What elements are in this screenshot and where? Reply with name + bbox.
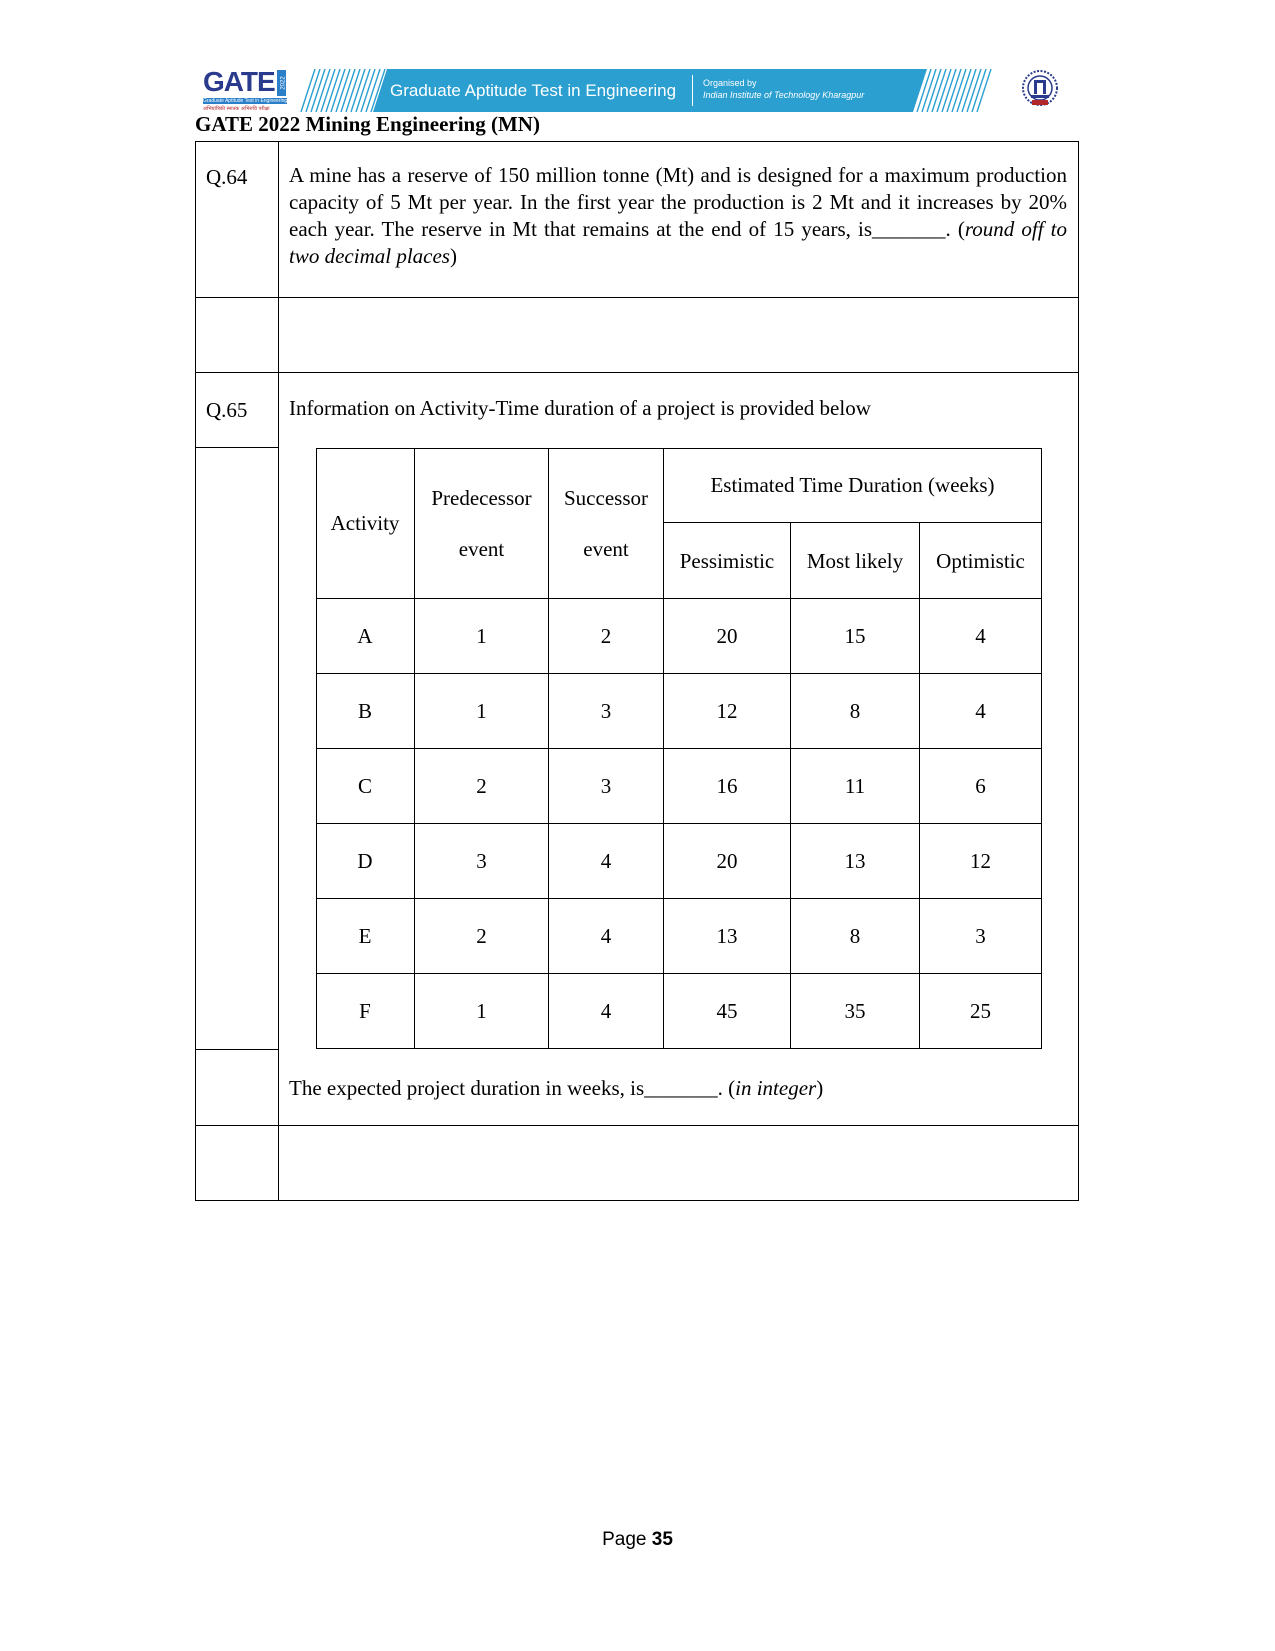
header-most-likely: Most likely: [806, 548, 904, 573]
q64-body: A mine has a reserve of 150 million tonne (Mt) and is designed for a maximum production capacity of 5 Mt per year. In the first year the production is 2 Mt and it increases by 20% each year. The reserve in Mt that remains at the end of 15 years, is_______.: [289, 163, 1067, 241]
cell-predecessor: 1: [476, 699, 487, 723]
cell-predecessor: 3: [476, 849, 487, 873]
cell-successor: 3: [600, 699, 612, 723]
grid-border-top: [195, 141, 1079, 142]
header-predecessor-line1: Predecessor: [431, 485, 532, 510]
cell-activity: E: [358, 924, 372, 948]
header-activity: Activity: [330, 511, 400, 535]
grid-row-divider: [195, 297, 1079, 298]
banner-title: Graduate Aptitude Test in Engineering: [390, 81, 677, 100]
page-label: Page: [602, 1529, 647, 1550]
q64-instruction: round off to two decimal places: [289, 217, 1067, 268]
cell-predecessor: 1: [476, 999, 487, 1023]
header-banner: [299, 69, 993, 112]
q65-question: The expected project duration in weeks, is_______. (in integer): [289, 1076, 824, 1100]
page-header: [203, 66, 1065, 114]
q64-text: A mine has a reserve of 150 million tonne (Mt) and is designed for a maximum production capacity of 5 Mt per year. In the first year the production is 2 Mt and it increases by 20% each year. The reserve in Mt that remains at the end of 15 years, is_______. (round off to two decimal places): [289, 163, 1067, 268]
paper-title: GATE 2022 Mining Engineering (MN): [195, 112, 540, 136]
header-successor-line2: event: [583, 536, 629, 561]
cell-pessimistic: 45: [716, 999, 738, 1023]
cell-most-likely: 8: [849, 924, 861, 948]
q65-instruction: in integer: [735, 1076, 817, 1100]
cell-predecessor: 1: [476, 624, 487, 648]
cell-successor: 4: [600, 849, 612, 873]
cell-activity: C: [357, 774, 372, 798]
grid-border-right: [1078, 141, 1079, 1201]
grid-row-divider: [195, 372, 1079, 373]
organised-by-label: Organised by: [703, 78, 757, 88]
header-optimistic: Optimistic: [936, 548, 1025, 573]
cell-most-likely: 8: [849, 699, 861, 723]
gate-logo-year: 2022: [277, 70, 286, 96]
grid-row-divider: [195, 1125, 1079, 1126]
cell-optimistic: 3: [975, 924, 986, 948]
cell-optimistic: 25: [970, 999, 991, 1023]
table-border: [316, 1048, 1042, 1049]
cell-pessimistic: 20: [716, 849, 738, 873]
cell-pessimistic: 13: [716, 924, 738, 948]
grid-row-divider: [195, 447, 279, 448]
q64-number: Q.64: [206, 165, 248, 189]
cell-successor: 2: [600, 624, 612, 648]
cell-activity: F: [359, 999, 371, 1023]
iit-kharagpur-emblem-icon: [1021, 68, 1059, 108]
page-number: 35: [651, 1529, 673, 1550]
grid-column-divider: [278, 141, 279, 1201]
grid-border-left: [195, 141, 196, 1201]
cell-predecessor: 2: [476, 924, 487, 948]
gate-logo-hindi: अभियांत्रिकी स्नातक अभिरुचि परीक्षा: [203, 106, 270, 112]
cell-predecessor: 2: [476, 774, 487, 798]
cell-most-likely: 15: [844, 624, 866, 648]
header-successor-line1: Successor: [564, 485, 648, 510]
cell-successor: 4: [600, 999, 612, 1023]
q65-question-body: The expected project duration in weeks, is_______.: [289, 1076, 729, 1100]
header-estimated-duration: Estimated Time Duration (weeks): [710, 473, 995, 497]
cell-optimistic: 4: [975, 624, 986, 648]
cell-most-likely: 35: [844, 999, 866, 1023]
header-predecessor: [415, 448, 548, 598]
organiser-name: Indian Institute of Technology Kharagpur: [703, 90, 865, 100]
cell-activity: A: [357, 624, 373, 648]
cell-pessimistic: 12: [716, 699, 738, 723]
question-grid: [195, 141, 1079, 1201]
cell-pessimistic: 20: [716, 624, 738, 648]
cell-optimistic: 12: [970, 849, 991, 873]
gate-logo-band: Graduate Aptitude Test in Engineering: [203, 98, 287, 104]
activity-table: [316, 448, 1042, 1049]
gate-logo-word: GATE: [203, 66, 275, 97]
banner-divider: [692, 75, 693, 106]
header-pessimistic: Pessimistic: [679, 548, 775, 573]
q65-number: Q.65: [206, 398, 248, 422]
gate-logo: [203, 68, 289, 114]
cell-pessimistic: 16: [716, 774, 738, 798]
q65-intro: Information on Activity-Time duration of a project is provided below: [289, 396, 871, 420]
cell-successor: 3: [600, 774, 612, 798]
cell-optimistic: 4: [975, 699, 986, 723]
grid-row-divider: [195, 1049, 279, 1050]
cell-activity: B: [357, 699, 372, 723]
cell-optimistic: 6: [975, 774, 986, 798]
page-footer: [0, 1529, 1275, 1551]
grid-border-bottom: [195, 1200, 1079, 1201]
cell-activity: D: [357, 849, 373, 873]
cell-most-likely: 11: [844, 774, 866, 798]
cell-successor: 4: [600, 924, 612, 948]
cell-most-likely: 13: [844, 849, 866, 873]
header-predecessor-line2: event: [458, 536, 505, 561]
header-successor: [549, 448, 663, 598]
